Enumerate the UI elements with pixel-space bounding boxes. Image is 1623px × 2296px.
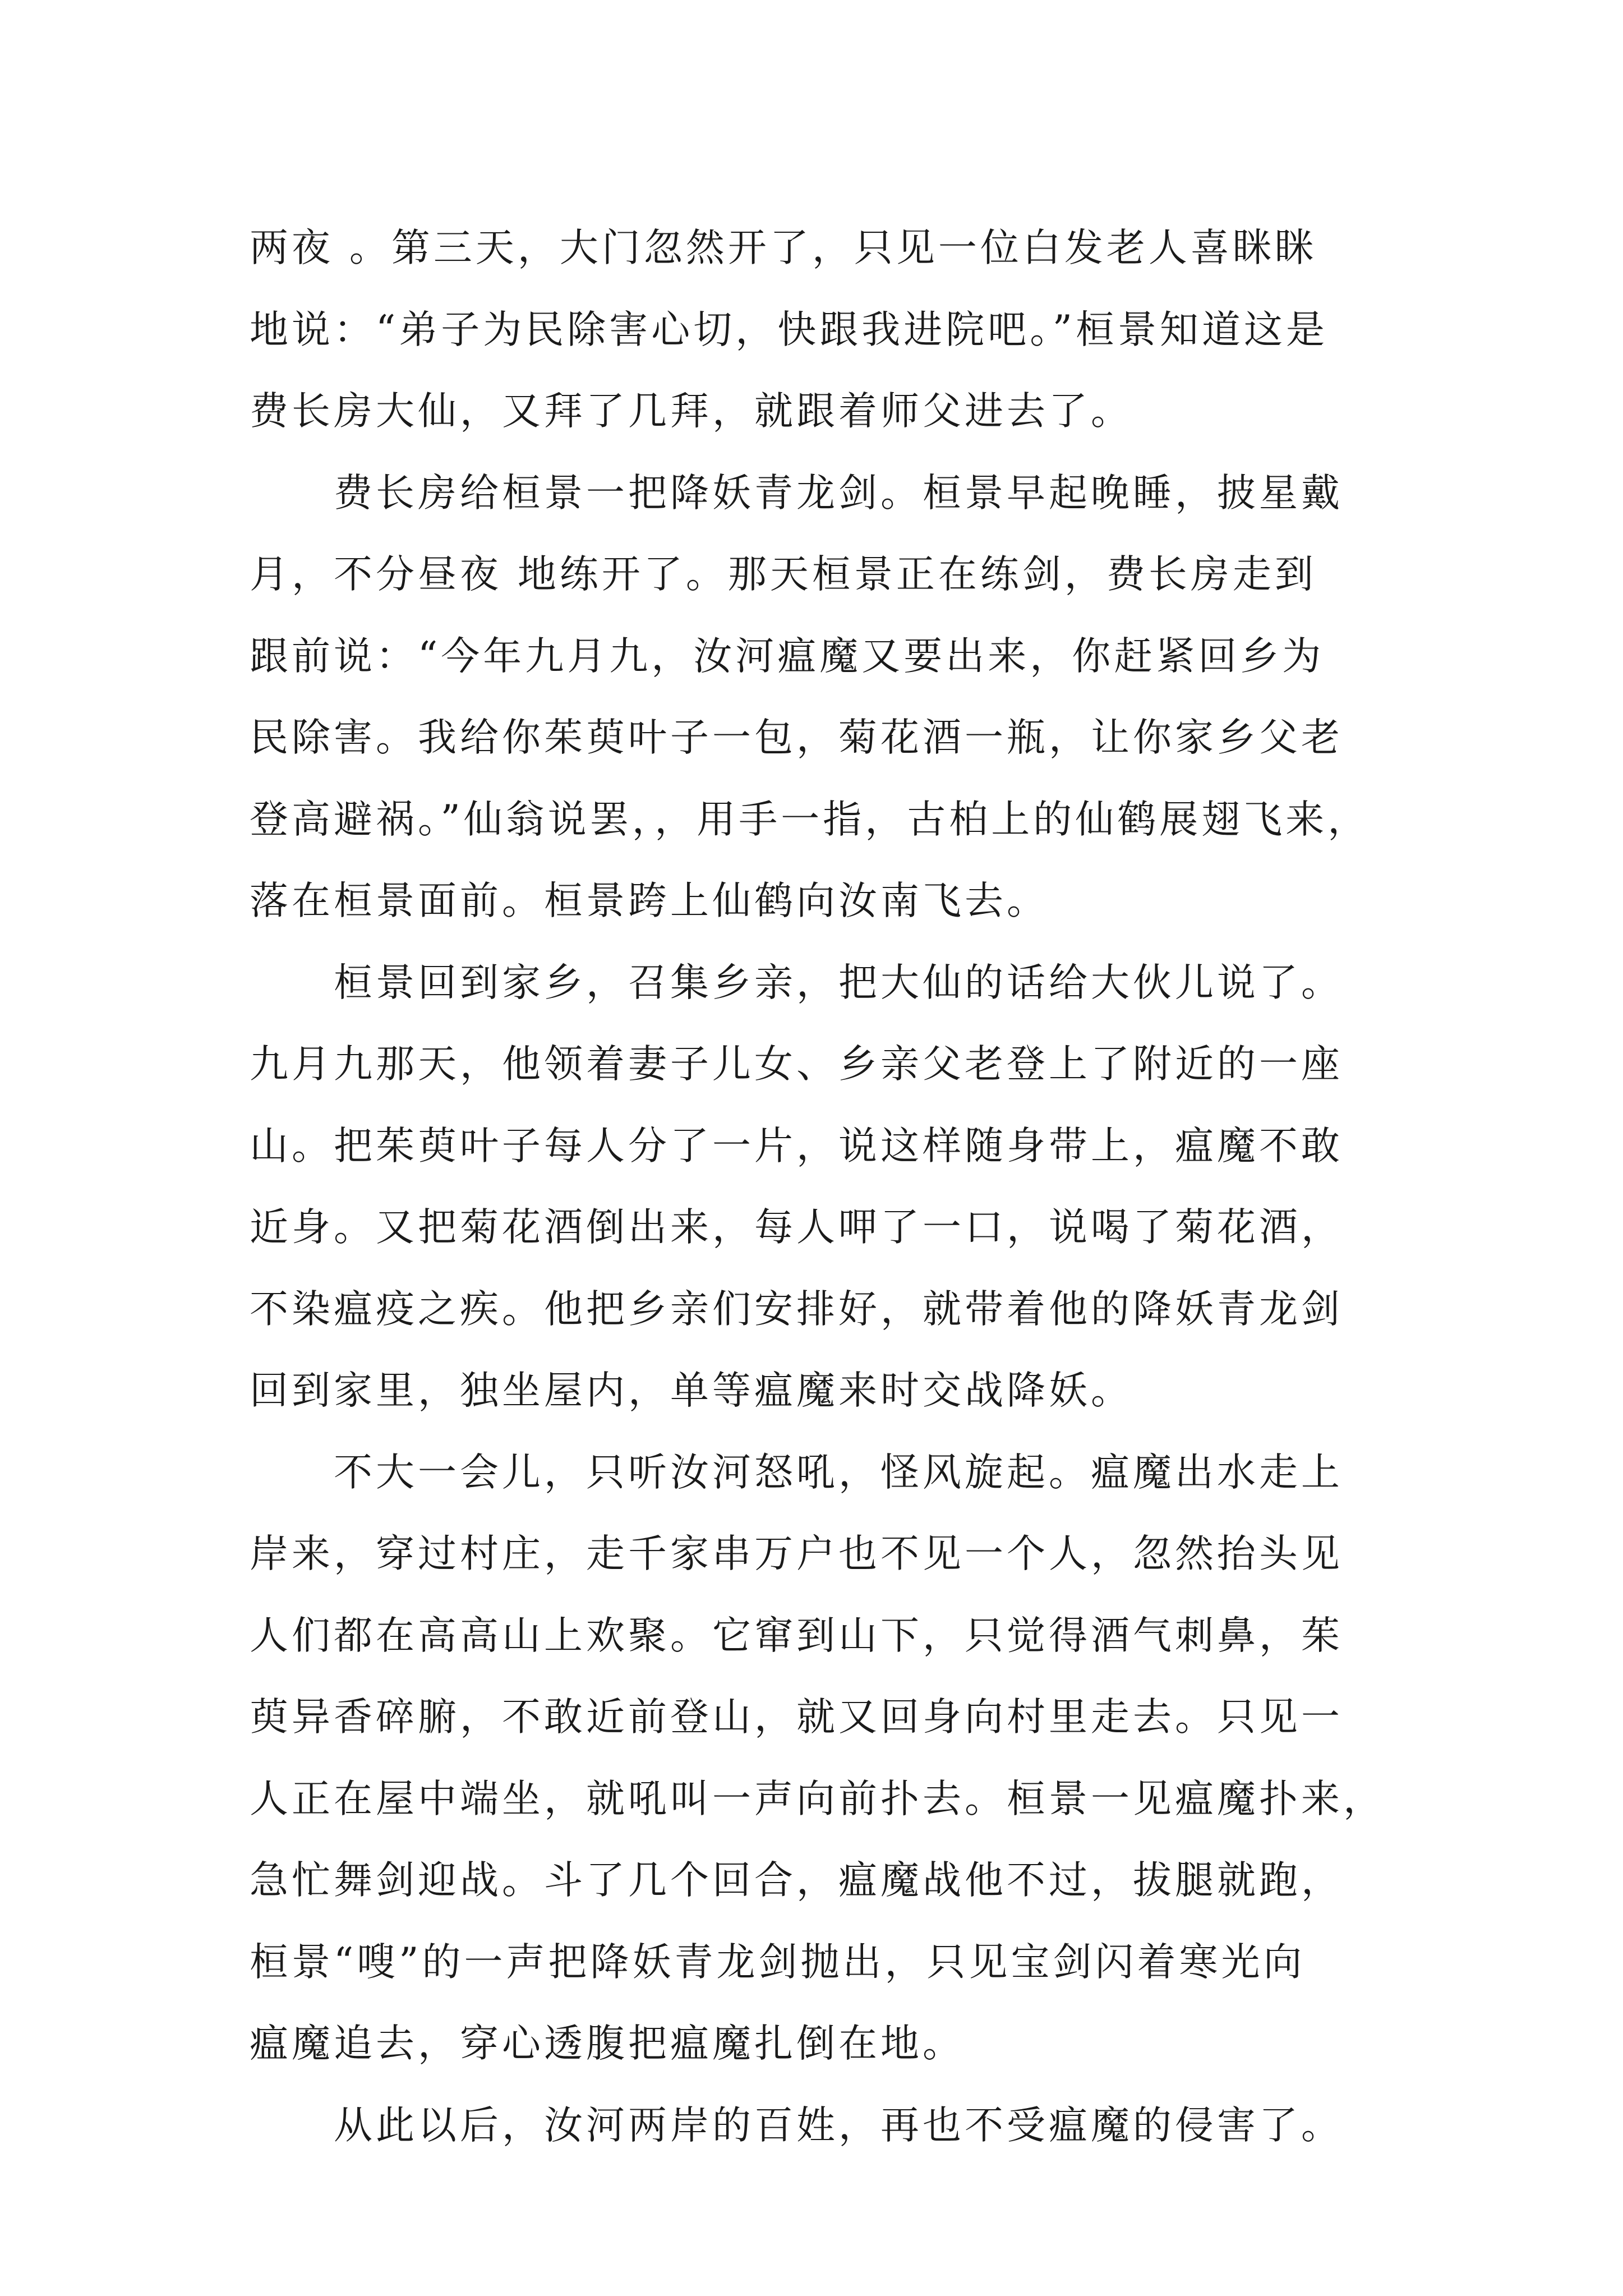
text-line: 月，不分昼夜 地练开了。那天桓景正在练剑，费长房走到 [250,552,1317,597]
paragraph-first-line: 费长房给桓景一把降妖青龙剑。桓景早起晚睡，披星戴 [334,470,1343,516]
text-line: 落在桓景面前。桓景跨上仙鹤向汝南飞去。 [250,878,1049,923]
paragraph-first-line: 桓景回到家乡，召集乡亲，把大仙的话给大伙儿说了。 [334,960,1343,1005]
paragraph-first-line: 不大一会儿，只听汝河怒吼，怪风旋起。瘟魔出水走上 [334,1450,1343,1495]
paragraph-first-line: 从此以后，汝河两岸的百姓，再也不受瘟魔的侵害了。 [334,2102,1343,2148]
text-line: 瘟魔追去，穿心透腹把瘟魔扎倒在地。 [250,2021,965,2066]
text-line: 萸异香碎腑，不敢近前登山，就又回身向村里走去。只见一 [250,1695,1343,1740]
text-line: 九月九那天，他领着妻子儿女、乡亲父老登上了附近的一座 [250,1042,1343,1087]
text-line: 人们都在高高山上欢聚。它窜到山下，只觉得酒气刺鼻，茱 [250,1613,1343,1658]
text-line: 近身。又把菊花酒倒出来，每人呷了一口，说喝了菊花酒， [250,1205,1343,1250]
text-line: 费长房大仙，又拜了几拜，就跟着师父进去了。 [250,389,1133,434]
text-line: 跟前说：“今年九月九，汝河瘟魔又要出来，你赶紧回乡为 [250,633,1325,679]
body-text [250,208,1405,2166]
text-line: 两夜 。第三天，大门忽然开了，只见一位白发老人喜眯眯 [250,226,1317,270]
text-line: 登高避祸。”仙翁说罢，，用手一指，古柏上的仙鹤展翅飞来， [250,797,1370,842]
text-line: 山。把茱萸叶子每人分了一片，说这样随身带上，瘟魔不敢 [250,1123,1343,1168]
text-line: 民除害。我给你茱萸叶子一包，菊花酒一瓶，让你家乡父老 [250,715,1343,760]
text-line: 回到家里，独坐屋内，单等瘟魔来时交战降妖。 [250,1368,1133,1413]
text-line: 人正在屋中端坐，就吼叫一声向前扑去。桓景一见瘟魔扑来， [250,1776,1385,1821]
text-line: 桓景“嗖”的一声把降妖青龙剑抛出，只见宝剑闪着寒光向 [250,1939,1306,1985]
text-line: 不染瘟疫之疾。他把乡亲们安排好，就带着他的降妖青龙剑 [250,1286,1343,1332]
text-line: 岸来，穿过村庄，走千家串万户也不见一个人，忽然抬头见 [250,1531,1343,1576]
text-line: 急忙舞剑迎战。斗了几个回合，瘟魔战他不过，拔腿就跑， [250,1858,1343,1903]
text-line: 地说：“弟子为民除害心切，快跟我进院吧。”桓景知道这是 [250,307,1329,352]
